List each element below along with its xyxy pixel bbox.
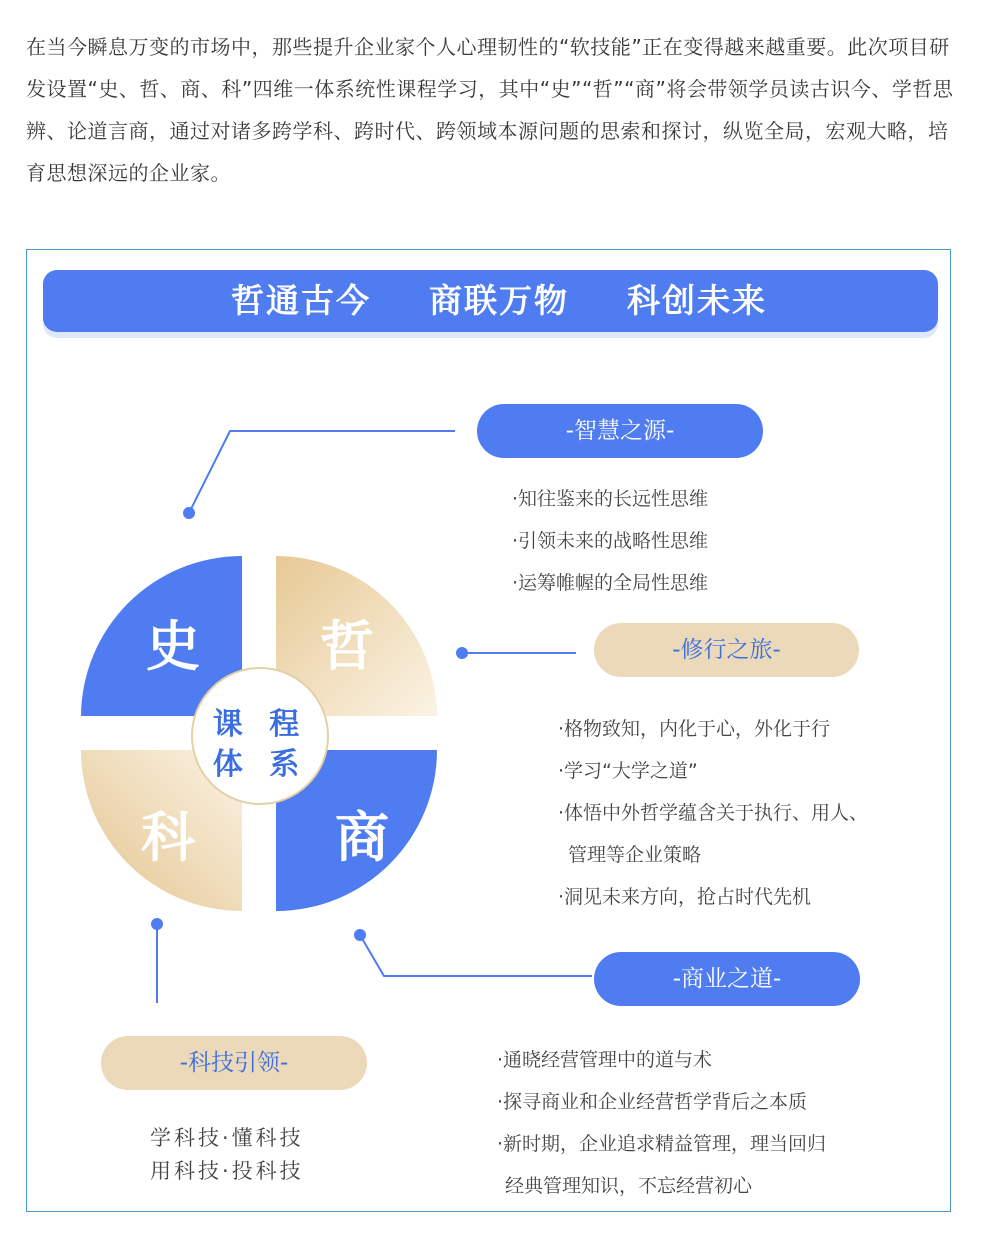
connector-dot-wisdom (183, 507, 195, 519)
practice-pill: -修行之旅- (594, 623, 859, 677)
practice-list (558, 708, 868, 918)
connector-wisdom (189, 431, 455, 513)
connector-commerce (360, 935, 592, 976)
list-item: ·体悟中外哲学蕴含关于执行、用人、 (558, 802, 869, 824)
connector-dot-practice (456, 647, 468, 659)
center-label-line1: 课 程 (212, 707, 308, 742)
commerce-pill: -商业之道- (594, 952, 860, 1006)
business-label: 商 (335, 806, 389, 869)
list-item: ·通晓经营管理中的道与术 (497, 1049, 713, 1071)
connector-dot-commerce (354, 929, 366, 941)
list-item: ·洞见未来方向，抢占时代先机 (558, 886, 812, 908)
history-label: 史 (146, 615, 200, 678)
list-item: ·学习“大学之道” (558, 760, 698, 782)
science-label: 科 (141, 806, 195, 869)
wisdom-pill: -智慧之源- (477, 404, 763, 458)
slogan-business: 商联万物 (429, 281, 569, 320)
wisdom-list (512, 478, 708, 604)
slogan-technology: 科创未来 (627, 281, 767, 320)
list-item: 管理等企业策略 (568, 844, 702, 866)
course-system-center (191, 667, 329, 805)
philosophy-label: 哲 (320, 615, 374, 678)
list-item: ·探寻商业和企业经营哲学背后之本质 (497, 1091, 808, 1113)
tech-line-1: 学科技·懂科技 (150, 1126, 304, 1150)
list-item: ·格物致知，内化于心，外化于行 (558, 718, 831, 740)
list-item: ·新时期，企业追求精益管理，理当回归 (497, 1133, 827, 1155)
intro-paragraph: 在当今瞬息万变的市场中，那些提升企业家个人心理韧性的“软技能”正在变得越来越重要。此次项目研发设置“史、哲、商、科”四维一体系统性课程学习，其中“史”“哲”“商”将会带领学员读古识今、学哲思辨、论道言商，通过对诸多跨学科、跨时代、跨领域本源问题的思索和探讨，纵览全局，宏观大略，培育思想深远的企业家。 (26, 35, 954, 185)
connector-dot-tech (151, 918, 163, 930)
commerce-list (497, 1039, 826, 1207)
list-item: ·知往鉴来的长远性思维 (512, 488, 709, 510)
center-label-line2: 体 系 (212, 747, 308, 782)
slogan-philosophy: 哲通古今 (231, 281, 371, 320)
list-item: ·运筹帷幄的全局性思维 (512, 572, 709, 594)
list-item: ·引领未来的战略性思维 (512, 530, 709, 552)
tech-pill: -科技引领- (101, 1036, 367, 1090)
list-item: 经典管理知识，不忘经营初心 (505, 1175, 753, 1197)
tech-line-2: 用科技·投科技 (150, 1159, 304, 1183)
